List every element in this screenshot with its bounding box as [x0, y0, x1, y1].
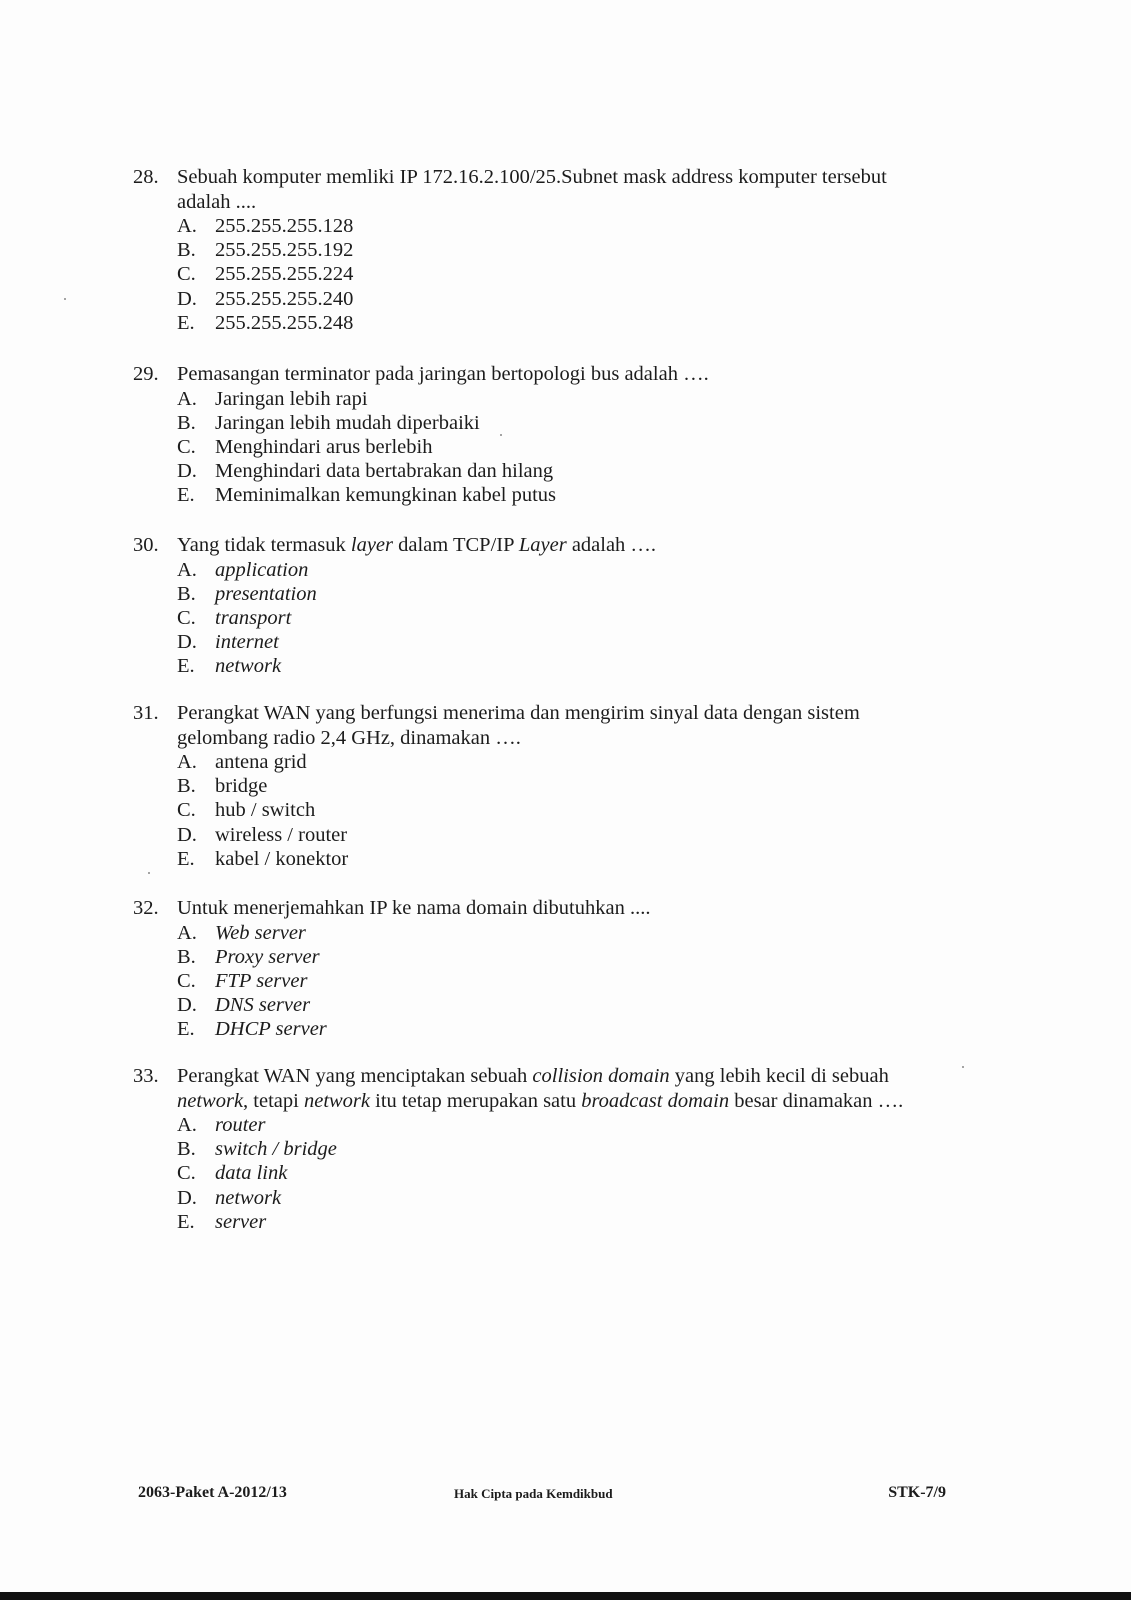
question-33 [133, 1064, 963, 1234]
option-letter: E. [177, 1018, 195, 1041]
answer-option [133, 459, 963, 483]
option-text: Jaringan lebih rapi [215, 387, 368, 410]
question-text-segment: Perangkat WAN yang menciptakan sebuah [177, 1065, 533, 1087]
page-footer [138, 1480, 946, 1510]
question-number: 31. [133, 702, 159, 724]
option-text: 255.255.255.240 [215, 287, 354, 310]
question-text-segment: collision domain [532, 1065, 670, 1087]
option-letter: A. [177, 751, 197, 773]
answer-option [133, 606, 963, 630]
answer-option [133, 630, 963, 654]
question-text-segment: yang lebih kecil di sebuah [669, 1065, 889, 1087]
answer-option [133, 798, 963, 822]
option-text: bridge [215, 775, 268, 798]
answer-option [133, 287, 963, 311]
answer-option [133, 582, 963, 606]
option-text: kabel / konektor [215, 847, 349, 870]
question-text-segment: Layer [518, 534, 567, 556]
question-text-segment: adalah .... [177, 190, 257, 213]
option-letter: A. [177, 1114, 197, 1136]
option-letter: D. [177, 1186, 197, 1209]
option-text: hub / switch [215, 799, 316, 822]
option-letter: D. [177, 631, 197, 654]
question-29 [133, 362, 963, 507]
answer-options [133, 1113, 963, 1234]
option-letter: E. [177, 847, 195, 870]
option-text: router [215, 1114, 266, 1136]
option-text: Web server [215, 921, 306, 944]
option-letter: A. [177, 387, 197, 410]
answer-option [133, 823, 963, 847]
option-text: 255.255.255.224 [215, 263, 354, 286]
option-letter: D. [177, 287, 197, 310]
option-letter: E. [177, 484, 195, 507]
option-text: Menghindari data bertabrakan dan hilang [215, 460, 554, 483]
answer-option [133, 945, 963, 969]
scan-speck [500, 434, 502, 436]
answer-option [133, 311, 963, 335]
question-text [133, 533, 963, 558]
option-letter: C. [177, 435, 196, 458]
option-letter: A. [177, 215, 197, 237]
answer-option [133, 993, 963, 1017]
answer-option [133, 1186, 963, 1210]
option-letter: B. [177, 582, 196, 605]
option-letter: B. [177, 239, 196, 262]
question-text-segment: Pemasangan terminator pada jaringan bertopologi bus adalah …. [177, 363, 709, 385]
answer-option [133, 654, 963, 678]
scan-speck [148, 872, 150, 874]
answer-option [133, 387, 963, 411]
answer-option [133, 750, 963, 774]
question-stem-line [133, 1089, 963, 1114]
question-text [133, 190, 963, 215]
question-stem-line [133, 362, 963, 387]
question-text-segment: gelombang radio 2,4 GHz, dinamakan …. [177, 726, 521, 749]
option-letter: C. [177, 606, 196, 629]
question-text-segment: Untuk menerjemahkan IP ke nama domain dibutuhkan .... [177, 897, 651, 919]
question-number: 32. [133, 897, 159, 919]
answer-option [133, 238, 963, 262]
answer-options [133, 387, 963, 508]
question-text-segment: itu tetap merupakan satu [370, 1089, 582, 1112]
option-text: 255.255.255.192 [215, 239, 354, 262]
option-text: data link [215, 1162, 288, 1185]
question-text-segment: Perangkat WAN yang berfungsi menerima dan mengirim sinyal data dengan sistem [177, 702, 860, 724]
answer-option [133, 1137, 963, 1161]
answer-option [133, 262, 963, 286]
question-text [133, 362, 963, 387]
answer-option [133, 969, 963, 993]
question-stem-line [133, 896, 963, 921]
option-letter: B. [177, 411, 196, 434]
option-text: Meminimalkan kemungkinan kabel putus [215, 484, 557, 507]
option-letter: C. [177, 799, 196, 822]
footer-page-number: STK-7/9 [888, 1484, 946, 1501]
option-letter: D. [177, 823, 197, 846]
option-text: 255.255.255.248 [215, 311, 354, 334]
question-text-segment: Yang tidak termasuk [177, 534, 351, 556]
option-letter: A. [177, 921, 197, 944]
option-letter: D. [177, 460, 197, 483]
option-text: DNS server [215, 994, 311, 1017]
option-text: application [215, 558, 309, 581]
option-text: network [215, 1186, 282, 1209]
question-text-segment: adalah …. [566, 534, 657, 556]
question-28 [133, 165, 963, 335]
option-text: antena grid [215, 751, 307, 773]
question-text [133, 1089, 963, 1114]
answer-option [133, 774, 963, 798]
answer-option [133, 435, 963, 459]
question-stem-line [133, 165, 963, 190]
scan-edge [0, 1592, 1131, 1600]
option-letter: B. [177, 945, 196, 968]
question-text-segment: besar dinamakan …. [729, 1089, 904, 1112]
option-letter: C. [177, 263, 196, 286]
answer-option [133, 847, 963, 871]
question-text [133, 726, 963, 751]
option-text: network [215, 655, 282, 678]
question-text-segment: layer [350, 534, 393, 556]
answer-options [133, 750, 963, 871]
question-number: 29. [133, 363, 159, 385]
question-text-segment: network [303, 1089, 371, 1112]
option-letter: E. [177, 655, 195, 678]
question-stem-line [133, 1064, 963, 1089]
question-number: 30. [133, 534, 159, 556]
option-text: Menghindari arus berlebih [215, 435, 433, 458]
option-text: Jaringan lebih mudah diperbaiki [215, 411, 480, 434]
option-text: 255.255.255.128 [215, 215, 354, 237]
answer-option [133, 411, 963, 435]
option-text: wireless / router [215, 823, 348, 846]
question-text-segment: dalam TCP/IP [393, 534, 519, 556]
question-text [133, 1064, 963, 1089]
option-letter: D. [177, 994, 197, 1017]
option-letter: B. [177, 1138, 196, 1161]
option-letter: B. [177, 775, 196, 798]
question-32 [133, 896, 963, 1041]
option-letter: A. [177, 558, 197, 581]
question-30 [133, 533, 963, 678]
answer-options [133, 921, 963, 1042]
answer-option [133, 558, 963, 582]
footer-code: 2063-Paket A-2012/13 [138, 1484, 287, 1501]
scan-speck [962, 1066, 964, 1068]
option-text: FTP server [215, 969, 308, 992]
answer-option [133, 921, 963, 945]
question-number: 28. [133, 166, 159, 188]
option-text: presentation [215, 582, 317, 605]
option-text: internet [215, 631, 279, 654]
option-text: transport [215, 606, 292, 629]
answer-option [133, 1161, 963, 1185]
footer-copyright: Hak Cipta pada Kemdikbud [454, 1486, 613, 1501]
option-letter: E. [177, 311, 195, 334]
answer-option [133, 214, 963, 238]
answer-options [133, 558, 963, 679]
answer-option [133, 483, 963, 507]
question-text [133, 896, 963, 921]
option-letter: C. [177, 1162, 196, 1185]
option-text: DHCP server [215, 1018, 327, 1041]
question-number: 33. [133, 1065, 159, 1087]
question-stem-line [133, 190, 963, 215]
question-31 [133, 701, 963, 871]
option-text: switch / bridge [215, 1138, 337, 1161]
question-text-segment: Sebuah komputer memliki IP 172.16.2.100/25.Subnet mask address komputer tersebut [177, 166, 887, 188]
option-text: server [215, 1210, 267, 1233]
answer-option [133, 1017, 963, 1041]
option-letter: E. [177, 1210, 195, 1233]
question-stem-line [133, 701, 963, 726]
question-stem-line [133, 533, 963, 558]
answer-options [133, 214, 963, 335]
question-text-segment: network [177, 1089, 244, 1112]
question-text [133, 165, 963, 190]
answer-option [133, 1113, 963, 1137]
question-text-segment: broadcast domain [581, 1089, 730, 1112]
option-text: Proxy server [215, 945, 320, 968]
question-stem-line [133, 726, 963, 751]
question-text-segment: , tetapi [243, 1089, 304, 1112]
option-letter: C. [177, 969, 196, 992]
question-text [133, 701, 963, 726]
answer-option [133, 1210, 963, 1234]
scan-speck [64, 298, 66, 300]
